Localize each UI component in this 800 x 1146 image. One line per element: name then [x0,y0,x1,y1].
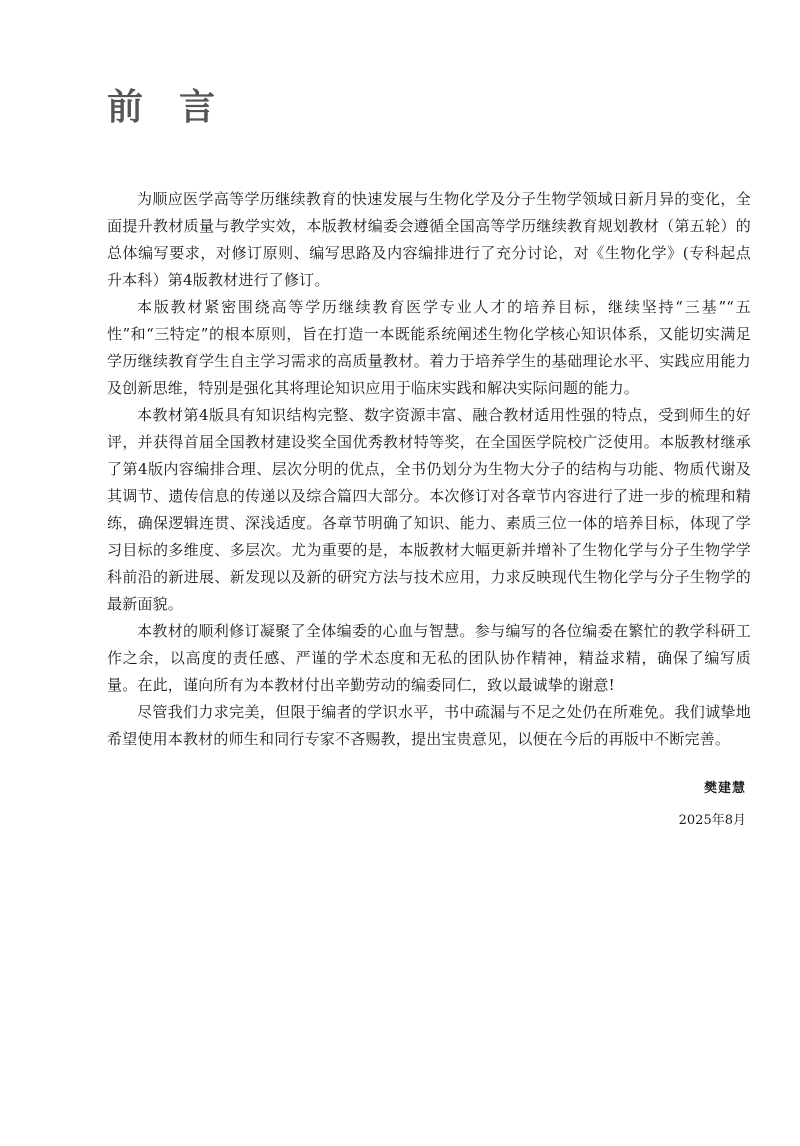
paragraph-4: 本教材的顺利修订凝聚了全体编委的心血与智慧。参与编写的各位编委在繁忙的教学科研工作之余，以高度的责任感、严谨的学术态度和无私的团队协作精神，精益求精，确保了编写质量。在此，谨向所有为本教材付出辛勤劳动的编委同仁，致以最诚挚的谢意! [107,622,751,694]
paragraph-2: 本版教材紧密围绕高等学历继续教育医学专业人才的培养目标，继续坚持“三基”“五性”和“三特定”的根本原则，旨在打造一本既能系统阐述生物化学核心知识体系，又能切实满足学历继续教育学生自主学习需求的高质量教材。着力于培养学生的基础理论水平、实践应用能力及创新思维，特别是强化其将理论知识应用于临床实践和解决实际问题的能力。 [107,298,751,397]
preface-date: 2025年8月 [678,813,746,828]
paragraph-1: 为顺应医学高等学历继续教育的快速发展与生物化学及分子生物学领域日新月异的变化，全面提升教材质量与教学实效，本版教材编委会遵循全国高等学历继续教育规划教材（第五轮）的总体编写要求，对修订原则、编写思路及内容编排进行了充分讨论，对《生物化学》(专科起点升本科）第4版教材进行了修订。 [107,190,751,289]
page-title: 前言 [107,86,252,128]
preface-body [107,186,751,753]
author-name: 樊建慧 [703,781,746,796]
signature-block [679,776,746,834]
paragraph-3: 本教材第4版具有知识结构完整、数字资源丰富、融合教材适用性强的特点，受到师生的好评，并获得首届全国教材建设奖全国优秀教材特等奖，在全国医学院校广泛使用。本版教材继承了第4版内容编排合理、层次分明的优点，全书仍划分为生物大分子的结构与功能、物质代谢及其调节、遗传信息的传递以及综合篇四大部分。本次修订对各章节内容进行了进一步的梳理和精练，确保逻辑连贯、深浅适度。各章节明确了知识、能力、素质三位一体的培养目标，体现了学习目标的多维度、多层次。尤为重要的是，本版教材大幅更新并增补了生物化学与分子生物学学科前沿的新进展、新发现以及新的研究方法与技术应用，力求反映现代生物化学与分子生物学的最新面貌。 [107,406,751,613]
paragraph-5: 尽管我们力求完美，但限于编者的学识水平，书中疏漏与不足之处仍在所难免。我们诚挚地希望使用本教材的师生和同行专家不吝赐教，提出宝贵意见，以便在今后的再版中不断完善。 [107,703,751,748]
